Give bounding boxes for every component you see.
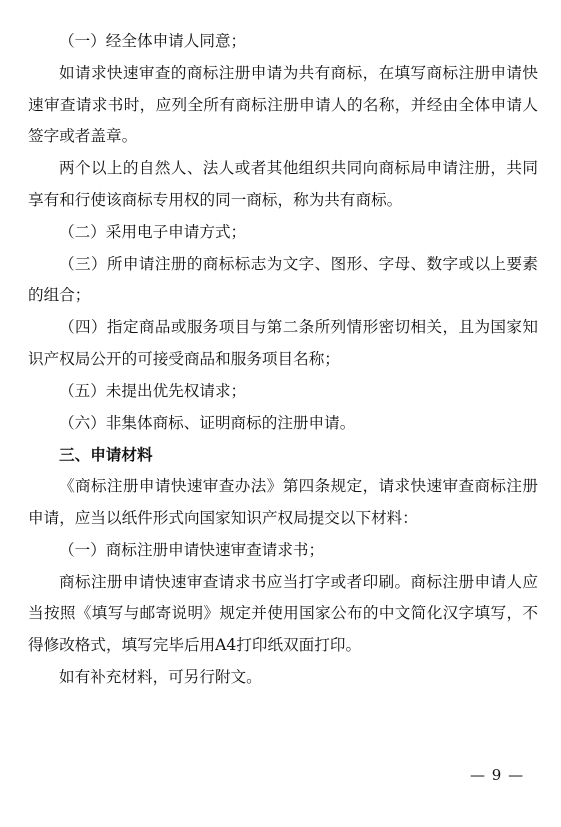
paragraph-supplementary: 如有补充材料，可另行附文。 [59,667,262,686]
paragraph-condition-6: （六）非集体商标、证明商标的注册申请。 [59,413,356,432]
paragraph-joint-trademark-rule: 如请求快速审查的商标注册申请为共有商标，在填写商标注册申请快速审查请求书时，应列全所有商标注册申请人的名称，并经由全体申请人签字或者盖章。 [28,63,538,146]
section-heading-materials: 三、申请材料 [59,445,153,465]
paragraph-material-1: （一）商标注册申请快速审查请求书； [59,540,325,559]
paragraph-condition-1: （一）经全体申请人同意； [59,32,247,50]
paragraph-condition-5: （五）未提出优先权请求； [59,381,247,400]
paragraph-joint-trademark-definition: 两个以上的自然人、法人或者其他组织共同向商标局申请注册，共同享有和行使该商标专用权的同一商标，称为共有商标。 [28,159,538,209]
paragraph-request-form-rules: 商标注册申请快速审查请求书应当打字或者印刷。商标注册申请人应当按照《填写与邮寄说明》规定并使用国家公布的中文简化汉字填写，不得修改格式，填写完毕后用A4打印纸双面打印。 [28,572,538,655]
page-number: — 9 — [470,766,525,784]
paragraph-condition-4: （四）指定商品或服务项目与第二条所列情形密切相关，且为国家知识产权局公开的可接受商品和服务项目名称； [28,318,538,368]
paragraph-condition-2: （二）采用电子申请方式； [59,222,247,241]
paragraph-article-four: 《商标注册申请快速审查办法》第四条规定，请求快速审查商标注册申请，应当以纸件形式向国家知识产权局提交以下材料： [28,477,538,527]
paragraph-condition-3: （三）所申请注册的商标标志为文字、图形、字母、数字或以上要素的组合； [28,254,538,305]
document-body [28,26,538,694]
